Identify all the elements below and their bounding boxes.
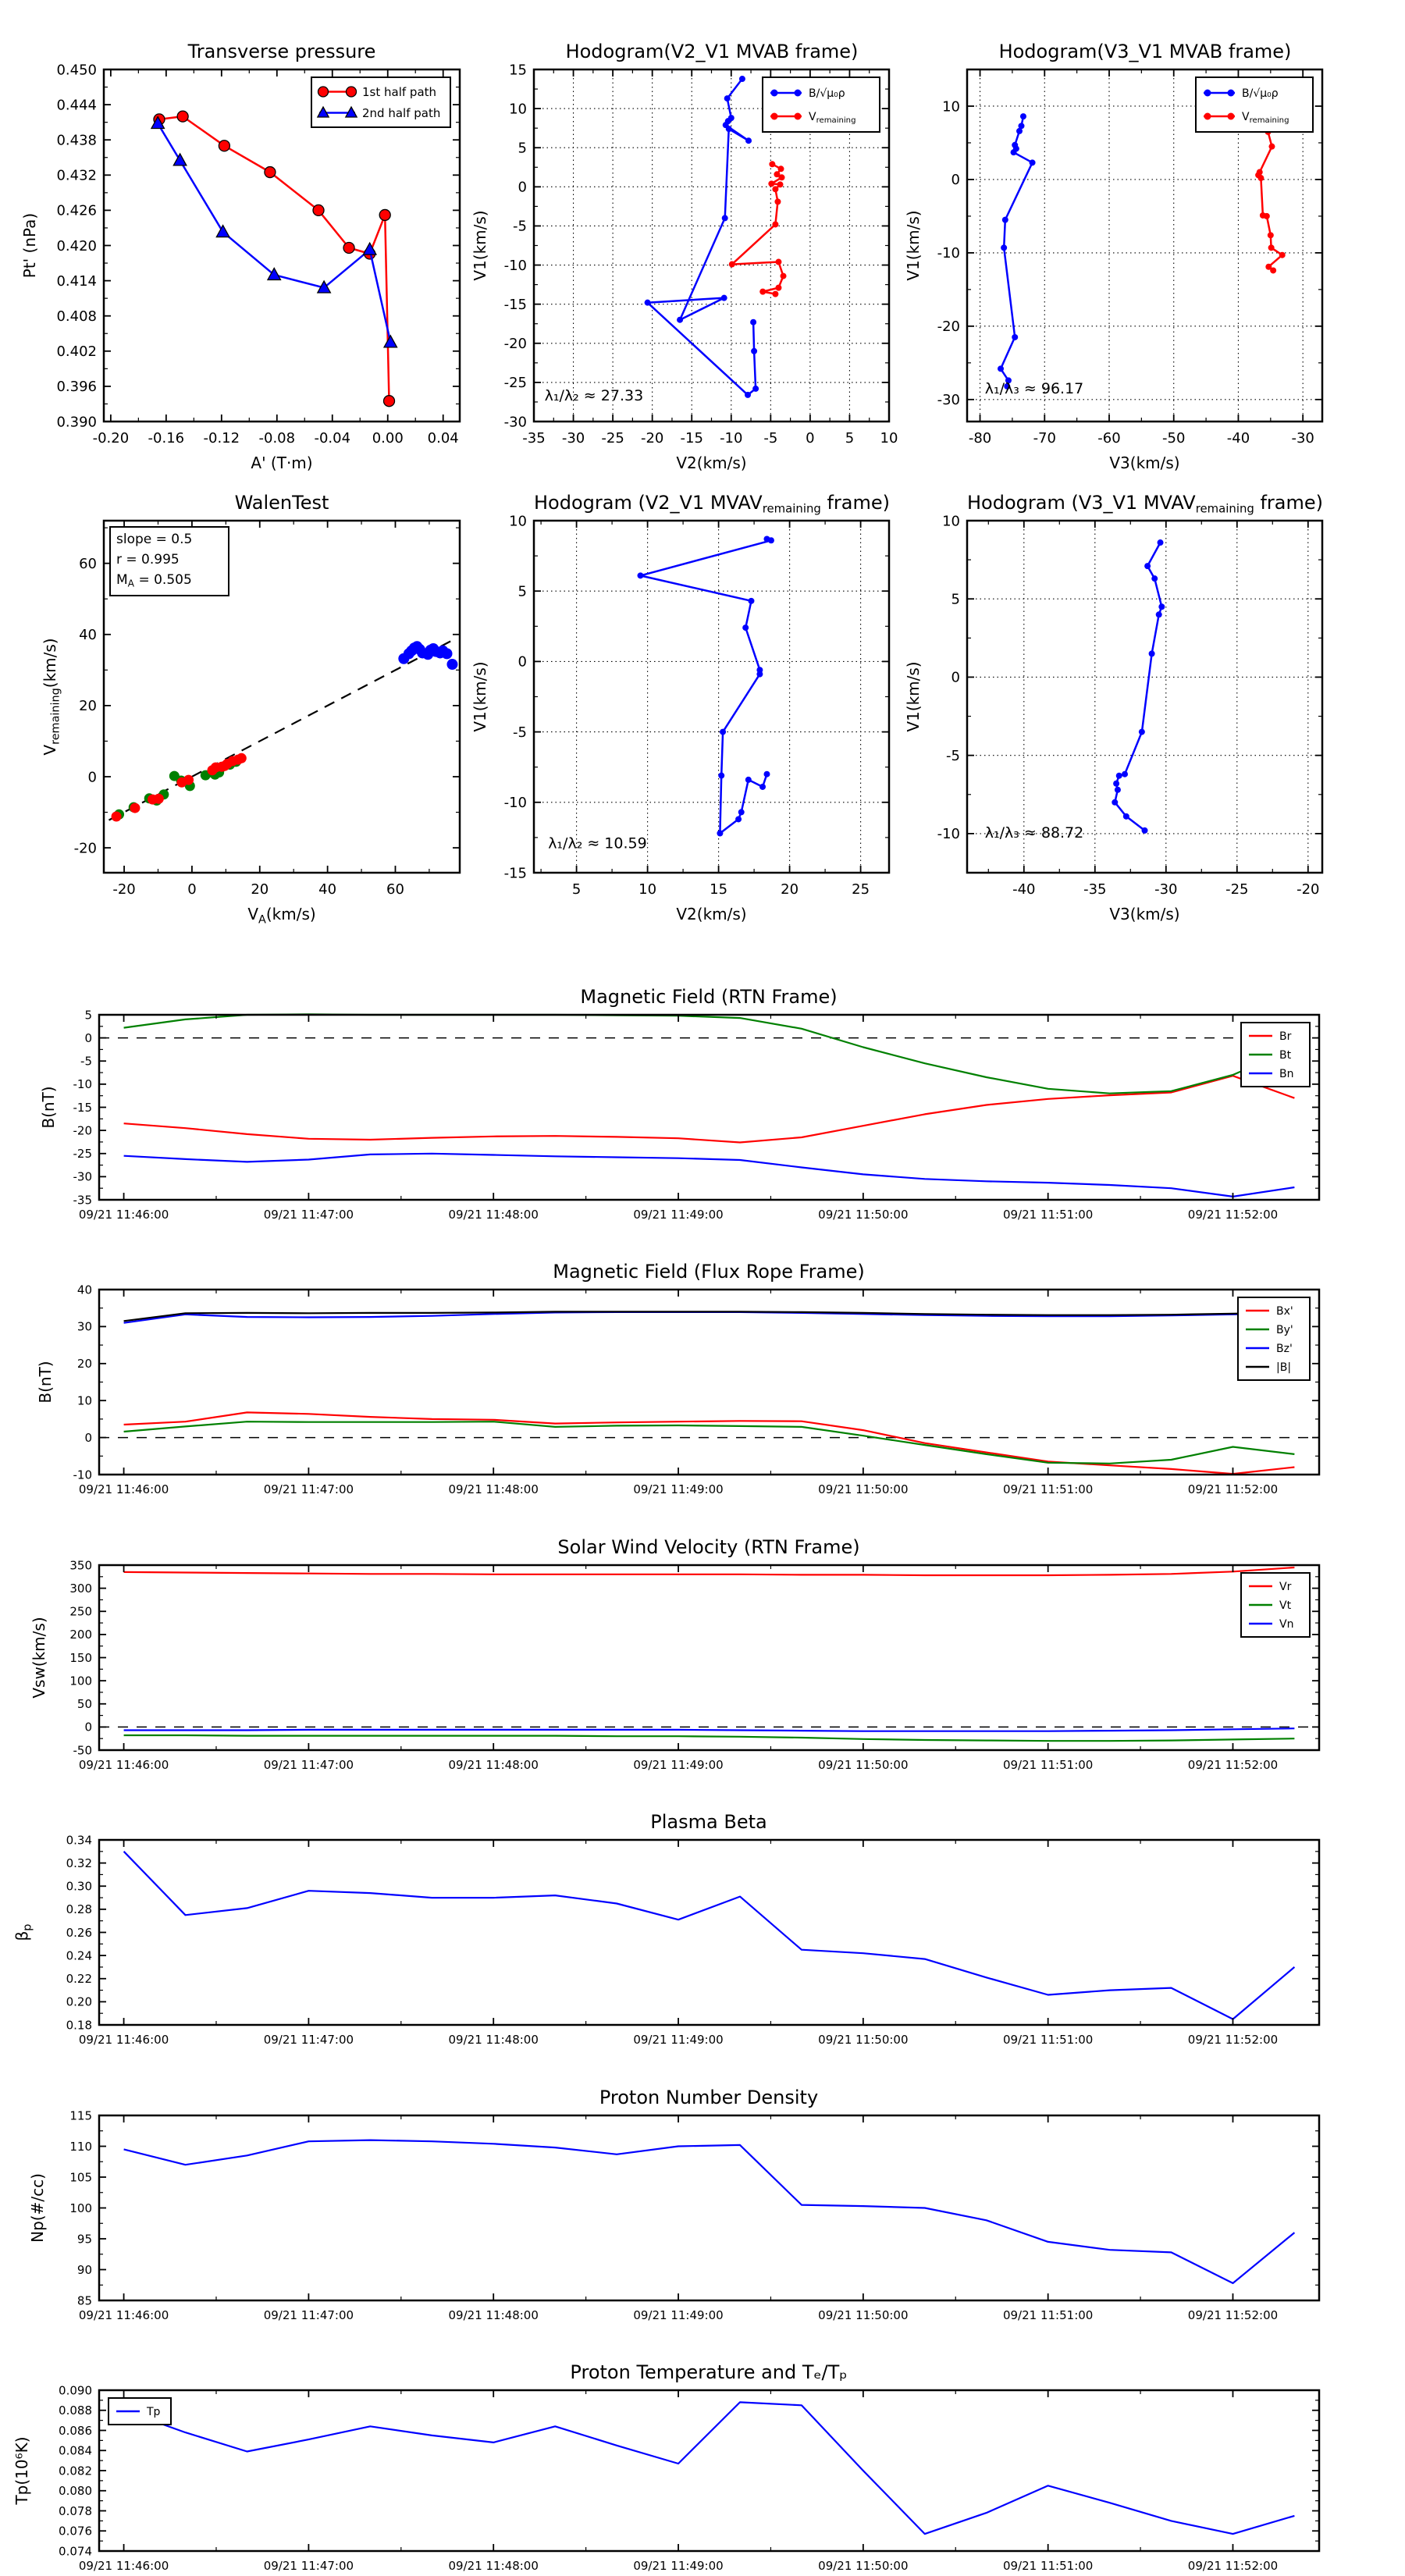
svg-text:0.396: 0.396 bbox=[56, 379, 97, 396]
svg-text:09/21 11:50:00: 09/21 11:50:00 bbox=[818, 2308, 909, 2322]
svg-text:5: 5 bbox=[845, 430, 855, 447]
svg-text:09/21 11:47:00: 09/21 11:47:00 bbox=[263, 2559, 354, 2573]
plot-hodogram-v3v1-mvav bbox=[904, 513, 1322, 923]
plot-ts-beta bbox=[12, 1833, 1319, 2047]
title-transverse-pressure bbox=[188, 41, 376, 62]
svg-text:85: 85 bbox=[76, 2293, 92, 2308]
svg-text:09/21 11:48:00: 09/21 11:48:00 bbox=[448, 2033, 539, 2047]
svg-text:0.28: 0.28 bbox=[66, 1902, 92, 1917]
svg-text:10: 10 bbox=[638, 881, 657, 898]
title-text: Magnetic Field (RTN Frame) bbox=[580, 986, 838, 1008]
svg-text:105: 105 bbox=[69, 2170, 92, 2185]
svg-text:09/21 11:46:00: 09/21 11:46:00 bbox=[78, 2033, 169, 2047]
title-text: WalenTest bbox=[234, 492, 329, 514]
svg-text:-25: -25 bbox=[1225, 881, 1249, 898]
svg-text:0: 0 bbox=[806, 430, 815, 447]
svg-text:-0.08: -0.08 bbox=[258, 430, 296, 447]
svg-text:-20: -20 bbox=[503, 336, 527, 353]
svg-text:300: 300 bbox=[69, 1581, 92, 1596]
axes-frame bbox=[99, 2115, 1319, 2300]
svg-text:Tp: Tp bbox=[147, 2405, 161, 2418]
svg-text:20: 20 bbox=[79, 698, 97, 715]
svg-text:09/21 11:51:00: 09/21 11:51:00 bbox=[1002, 2308, 1094, 2322]
plot-ts-tp bbox=[12, 2383, 1319, 2573]
svg-text:40: 40 bbox=[79, 627, 97, 644]
series-B/sqrt(mu0 rho) bbox=[1001, 116, 1033, 386]
svg-text:-20: -20 bbox=[937, 318, 960, 336]
svg-text:09/21 11:47:00: 09/21 11:47:00 bbox=[263, 1758, 354, 1772]
svg-text:0.30: 0.30 bbox=[66, 1879, 92, 1894]
svg-text:V3(km/s): V3(km/s) bbox=[1109, 454, 1180, 472]
svg-text:VA(km/s): $V_A(km/s)$ bbox=[247, 905, 316, 927]
svg-text:-70: -70 bbox=[1033, 430, 1056, 447]
svg-text:09/21 11:47:00: 09/21 11:47:00 bbox=[263, 1482, 354, 1496]
series-Br bbox=[124, 1076, 1295, 1142]
svg-text:βp: $\beta_p$ bbox=[12, 1923, 34, 1941]
title-ts-np bbox=[599, 2087, 818, 2108]
axes-frame bbox=[99, 1840, 1319, 2025]
svg-text:-5: -5 bbox=[513, 218, 527, 235]
series-Vn bbox=[124, 1728, 1295, 1731]
svg-text:-30: -30 bbox=[1154, 881, 1178, 898]
svg-text:-10: -10 bbox=[937, 245, 960, 262]
svg-text:0: 0 bbox=[84, 1030, 92, 1045]
svg-text:-35: -35 bbox=[522, 430, 546, 447]
svg-text:0.04: 0.04 bbox=[427, 430, 459, 447]
svg-text:1st half path: 1st half path bbox=[362, 84, 437, 99]
svg-text:115: 115 bbox=[69, 2108, 92, 2123]
title-hodogram-v3v1-mvab bbox=[999, 41, 1292, 62]
svg-text:-20: -20 bbox=[112, 881, 136, 898]
svg-text:15: 15 bbox=[509, 62, 527, 79]
svg-text:0.26: 0.26 bbox=[66, 1925, 92, 1940]
series-V remaining hodogram bbox=[641, 539, 771, 834]
svg-text:0.082: 0.082 bbox=[59, 2464, 92, 2478]
svg-text:λ₁/λ₃ ≈ 96.17: λ₁/λ₃ ≈ 96.17 bbox=[984, 379, 1084, 397]
svg-text:V1(km/s): V1(km/s) bbox=[904, 210, 923, 281]
svg-text:5: 5 bbox=[84, 1008, 92, 1023]
svg-text:Vremaining: $V_{remaining}$ bbox=[809, 110, 856, 125]
svg-text:Br: Br bbox=[1279, 1030, 1292, 1043]
svg-text:Pt' (nPa): Pt' (nPa) bbox=[20, 212, 39, 279]
title-ts-beta bbox=[650, 1811, 767, 1833]
svg-text:-40: -40 bbox=[1012, 881, 1036, 898]
svg-text:10: 10 bbox=[942, 513, 960, 530]
svg-text:0.34: 0.34 bbox=[66, 1833, 92, 1848]
svg-text:95: 95 bbox=[76, 2232, 92, 2247]
axes-frame bbox=[99, 1565, 1319, 1750]
svg-text:5: 5 bbox=[571, 881, 582, 898]
svg-text:0.080: 0.080 bbox=[59, 2484, 92, 2498]
svg-text:-25: -25 bbox=[503, 375, 527, 392]
svg-text:-15: -15 bbox=[680, 430, 703, 447]
series-V remaining bbox=[732, 164, 784, 294]
svg-text:09/21 11:48:00: 09/21 11:48:00 bbox=[448, 1482, 539, 1496]
svg-text:-5: -5 bbox=[513, 724, 527, 741]
axes-frame bbox=[967, 521, 1322, 873]
svg-text:0: 0 bbox=[518, 653, 527, 671]
svg-text:-50: -50 bbox=[73, 1743, 92, 1758]
svg-text:λ₁/λ₃ ≈ 88.72: λ₁/λ₃ ≈ 88.72 bbox=[984, 824, 1084, 841]
title-hodogram-v2v1-mvab bbox=[566, 41, 859, 62]
svg-text:-20: -20 bbox=[73, 840, 97, 857]
title-subscript: remaining bbox=[762, 501, 821, 516]
svg-text:-50: -50 bbox=[1162, 430, 1186, 447]
title-hodogram-v2v1-mvav bbox=[534, 492, 890, 515]
svg-text:0.24: 0.24 bbox=[66, 1948, 92, 1963]
title-text: Hodogram(V2_V1 MVAB frame) bbox=[565, 41, 859, 62]
svg-text:09/21 11:48:00: 09/21 11:48:00 bbox=[448, 1208, 539, 1222]
title-text: Magnetic Field (Flux Rope Frame) bbox=[553, 1261, 865, 1283]
svg-text:λ₁/λ₂ ≈ 27.33: λ₁/λ₂ ≈ 27.33 bbox=[544, 386, 644, 404]
svg-text:09/21 11:47:00: 09/21 11:47:00 bbox=[263, 2308, 354, 2322]
svg-text:09/21 11:52:00: 09/21 11:52:00 bbox=[1187, 2559, 1279, 2573]
svg-text:10: 10 bbox=[880, 430, 898, 447]
svg-text:Np(#/cc): Np(#/cc) bbox=[28, 2173, 47, 2243]
svg-text:-25: -25 bbox=[73, 1147, 92, 1161]
svg-text:09/21 11:49:00: 09/21 11:49:00 bbox=[633, 2559, 724, 2573]
svg-text:60: 60 bbox=[386, 881, 404, 898]
svg-text:09/21 11:49:00: 09/21 11:49:00 bbox=[633, 1482, 724, 1496]
svg-text:slope = 0.5: slope = 0.5 bbox=[116, 532, 193, 547]
svg-text:-25: -25 bbox=[601, 430, 624, 447]
svg-text:09/21 11:48:00: 09/21 11:48:00 bbox=[448, 2559, 539, 2573]
svg-text:-0.16: -0.16 bbox=[148, 430, 185, 447]
svg-text:0: 0 bbox=[84, 1720, 92, 1735]
title-subscript: remaining bbox=[1195, 501, 1254, 516]
svg-text:09/21 11:51:00: 09/21 11:51:00 bbox=[1002, 1758, 1094, 1772]
svg-text:0: 0 bbox=[518, 179, 527, 196]
svg-text:2nd half path: 2nd half path bbox=[362, 105, 441, 120]
title-text: Solar Wind Velocity (RTN Frame) bbox=[557, 1536, 860, 1558]
svg-text:Vt: Vt bbox=[1279, 1599, 1292, 1612]
svg-text:r = 0.995: r = 0.995 bbox=[116, 552, 180, 568]
svg-text:350: 350 bbox=[69, 1558, 92, 1573]
series-2nd half path bbox=[158, 123, 390, 342]
svg-text:0.444: 0.444 bbox=[56, 97, 97, 114]
svg-text:Tp(10⁶K): Tp(10⁶K) bbox=[12, 2436, 31, 2505]
svg-text:40: 40 bbox=[76, 1283, 92, 1297]
axes-frame bbox=[534, 521, 889, 873]
svg-text:09/21 11:51:00: 09/21 11:51:00 bbox=[1002, 2033, 1094, 2047]
svg-text:0.076: 0.076 bbox=[59, 2524, 92, 2539]
svg-text:09/21 11:46:00: 09/21 11:46:00 bbox=[78, 1208, 169, 1222]
series-Np bbox=[124, 2140, 1295, 2283]
svg-text:-10: -10 bbox=[73, 1468, 92, 1482]
series-beta_p bbox=[124, 1852, 1295, 2019]
svg-text:Vsw(km/s): Vsw(km/s) bbox=[30, 1617, 48, 1699]
svg-text:V3(km/s): V3(km/s) bbox=[1109, 905, 1180, 923]
svg-text:20: 20 bbox=[251, 881, 269, 898]
svg-text:-30: -30 bbox=[503, 414, 527, 431]
svg-text:-20: -20 bbox=[640, 430, 664, 447]
svg-text:09/21 11:50:00: 09/21 11:50:00 bbox=[818, 2559, 909, 2573]
svg-text:|B|: |B| bbox=[1276, 1361, 1292, 1374]
plot-ts-np bbox=[28, 2108, 1319, 2322]
svg-text:0.18: 0.18 bbox=[66, 2018, 92, 2033]
svg-text:50: 50 bbox=[76, 1697, 92, 1711]
svg-text:0.088: 0.088 bbox=[59, 2403, 92, 2418]
svg-text:10: 10 bbox=[509, 513, 527, 530]
svg-text:09/21 11:49:00: 09/21 11:49:00 bbox=[633, 2308, 724, 2322]
svg-text:0.438: 0.438 bbox=[56, 132, 97, 149]
svg-text:90: 90 bbox=[76, 2262, 92, 2277]
svg-text:-15: -15 bbox=[73, 1100, 92, 1115]
svg-text:0.074: 0.074 bbox=[59, 2544, 92, 2559]
svg-text:-15: -15 bbox=[503, 296, 527, 313]
svg-text:-30: -30 bbox=[937, 392, 960, 409]
svg-text:09/21 11:51:00: 09/21 11:51:00 bbox=[1002, 1208, 1094, 1222]
title-text: Hodogram (V2_V1 MVAV bbox=[533, 492, 763, 514]
svg-text:09/21 11:46:00: 09/21 11:46:00 bbox=[78, 1482, 169, 1496]
svg-text:V2(km/s): V2(km/s) bbox=[676, 905, 747, 923]
axes-frame bbox=[99, 2390, 1319, 2551]
svg-text:By': By' bbox=[1276, 1323, 1293, 1336]
svg-text:20: 20 bbox=[781, 881, 799, 898]
svg-text:B/√μ₀ρ: B/√μ₀ρ bbox=[1242, 87, 1279, 100]
plot-walen-test bbox=[41, 521, 460, 926]
svg-text:-20: -20 bbox=[1297, 881, 1320, 898]
svg-text:B(nT): B(nT) bbox=[36, 1361, 55, 1404]
series-Bn bbox=[124, 1154, 1295, 1197]
svg-text:40: 40 bbox=[318, 881, 337, 898]
axes-frame bbox=[99, 1015, 1319, 1200]
svg-text:0.408: 0.408 bbox=[56, 308, 97, 325]
series-B/sqrt(mu0 rho) bbox=[648, 79, 756, 395]
svg-text:B(nT): B(nT) bbox=[39, 1086, 58, 1129]
series-V remaining hodogram bbox=[1115, 543, 1161, 831]
title-text: Plasma Beta bbox=[650, 1811, 767, 1833]
series-By' bbox=[124, 1421, 1295, 1464]
svg-text:V1(km/s): V1(km/s) bbox=[904, 661, 923, 732]
svg-text:09/21 11:46:00: 09/21 11:46:00 bbox=[78, 2308, 169, 2322]
plot-ts-b-fluxrope bbox=[36, 1283, 1319, 1496]
svg-text:Vn: Vn bbox=[1279, 1617, 1294, 1631]
svg-text:150: 150 bbox=[69, 1650, 92, 1665]
svg-text:09/21 11:52:00: 09/21 11:52:00 bbox=[1187, 2033, 1279, 2047]
svg-text:250: 250 bbox=[69, 1604, 92, 1619]
svg-text:0.390: 0.390 bbox=[56, 414, 97, 431]
svg-text:09/21 11:47:00: 09/21 11:47:00 bbox=[263, 1208, 354, 1222]
svg-text:Bx': Bx' bbox=[1276, 1304, 1293, 1318]
title-text: Proton Number Density bbox=[599, 2087, 819, 2108]
svg-text:-40: -40 bbox=[1226, 430, 1250, 447]
svg-text:0: 0 bbox=[951, 172, 960, 189]
svg-text:-20: -20 bbox=[73, 1123, 92, 1138]
svg-text:B/√μ₀ρ: B/√μ₀ρ bbox=[809, 87, 845, 100]
title-text: frame) bbox=[820, 492, 891, 514]
plot-hodogram-v2v1-mvab bbox=[471, 62, 898, 472]
svg-text:100: 100 bbox=[69, 2201, 92, 2215]
svg-text:V1(km/s): V1(km/s) bbox=[471, 210, 489, 281]
plot-transverse-pressure bbox=[20, 62, 460, 472]
svg-text:0.00: 0.00 bbox=[372, 430, 404, 447]
svg-text:-10: -10 bbox=[503, 257, 527, 274]
svg-text:Vremaining(km/s): $V_{remaining}(km/s)$ bbox=[41, 638, 62, 756]
series-Bt bbox=[124, 1014, 1295, 1093]
title-text: Hodogram(V3_V1 MVAB frame) bbox=[998, 41, 1292, 62]
svg-text:0.414: 0.414 bbox=[56, 272, 97, 290]
svg-text:-5: -5 bbox=[80, 1054, 92, 1069]
svg-text:0.086: 0.086 bbox=[59, 2423, 92, 2438]
title-text: Proton Temperature and Tₑ/Tₚ bbox=[570, 2361, 848, 2383]
svg-text:0: 0 bbox=[187, 881, 197, 898]
svg-text:0.402: 0.402 bbox=[56, 343, 97, 361]
svg-text:A' (T·m): A' (T·m) bbox=[251, 454, 313, 472]
svg-text:0.420: 0.420 bbox=[56, 237, 97, 254]
svg-text:200: 200 bbox=[69, 1628, 92, 1642]
title-text: Hodogram (V3_V1 MVAV bbox=[966, 492, 1196, 514]
svg-text:0.22: 0.22 bbox=[66, 1972, 92, 1986]
svg-text:-35: -35 bbox=[1083, 881, 1107, 898]
title-hodogram-v3v1-mvav bbox=[967, 492, 1323, 515]
title-ts-tp bbox=[570, 2361, 847, 2383]
svg-text:V2(km/s): V2(km/s) bbox=[676, 454, 747, 472]
svg-text:0.090: 0.090 bbox=[59, 2383, 92, 2398]
svg-text:-60: -60 bbox=[1097, 430, 1121, 447]
svg-text:09/21 11:50:00: 09/21 11:50:00 bbox=[818, 1208, 909, 1222]
title-walen-test bbox=[235, 492, 329, 514]
svg-text:0.32: 0.32 bbox=[66, 1856, 92, 1870]
svg-text:09/21 11:50:00: 09/21 11:50:00 bbox=[818, 1482, 909, 1496]
svg-text:09/21 11:50:00: 09/21 11:50:00 bbox=[818, 2033, 909, 2047]
svg-text:-0.04: -0.04 bbox=[314, 430, 351, 447]
title-text: frame) bbox=[1254, 492, 1324, 514]
svg-text:09/21 11:46:00: 09/21 11:46:00 bbox=[78, 2559, 169, 2573]
svg-text:-30: -30 bbox=[1291, 430, 1314, 447]
svg-text:09/21 11:46:00: 09/21 11:46:00 bbox=[78, 1758, 169, 1772]
svg-text:09/21 11:52:00: 09/21 11:52:00 bbox=[1187, 1758, 1279, 1772]
svg-text:0.078: 0.078 bbox=[59, 2503, 92, 2518]
title-ts-b-fluxrope bbox=[553, 1261, 864, 1283]
svg-text:30: 30 bbox=[76, 1319, 92, 1334]
svg-text:MA = 0.505: $M_A = 0.505$ bbox=[116, 572, 192, 589]
svg-text:V1(km/s): V1(km/s) bbox=[471, 661, 489, 732]
svg-text:Bn: Bn bbox=[1279, 1067, 1294, 1080]
title-text: Transverse pressure bbox=[187, 41, 376, 62]
svg-text:5: 5 bbox=[951, 591, 960, 608]
svg-text:0: 0 bbox=[84, 1430, 92, 1445]
svg-text:Vr: Vr bbox=[1279, 1580, 1292, 1593]
svg-text:-35: -35 bbox=[73, 1193, 92, 1208]
plot-hodogram-v3v1-mvab bbox=[904, 69, 1322, 472]
svg-text:-0.12: -0.12 bbox=[203, 430, 240, 447]
title-ts-vsw bbox=[557, 1536, 859, 1558]
plot-ts-vsw bbox=[30, 1558, 1319, 1772]
svg-text:-0.20: -0.20 bbox=[92, 430, 130, 447]
series-Vt bbox=[124, 1735, 1295, 1741]
svg-text:5: 5 bbox=[518, 583, 527, 600]
series-Tp bbox=[124, 2402, 1295, 2534]
svg-text:-10: -10 bbox=[937, 826, 960, 843]
svg-text:09/21 11:49:00: 09/21 11:49:00 bbox=[633, 1208, 724, 1222]
svg-text:5: 5 bbox=[518, 140, 527, 157]
svg-text:110: 110 bbox=[69, 2139, 92, 2154]
svg-text:λ₁/λ₂ ≈ 10.59: λ₁/λ₂ ≈ 10.59 bbox=[548, 834, 647, 852]
svg-text:09/21 11:49:00: 09/21 11:49:00 bbox=[633, 2033, 724, 2047]
svg-text:-10: -10 bbox=[503, 795, 527, 812]
svg-text:0.20: 0.20 bbox=[66, 1994, 92, 2009]
svg-text:0: 0 bbox=[87, 769, 97, 786]
svg-text:Bz': Bz' bbox=[1276, 1342, 1293, 1355]
svg-text:09/21 11:48:00: 09/21 11:48:00 bbox=[448, 1758, 539, 1772]
svg-text:60: 60 bbox=[79, 555, 97, 572]
svg-text:09/21 11:47:00: 09/21 11:47:00 bbox=[263, 2033, 354, 2047]
svg-text:09/21 11:50:00: 09/21 11:50:00 bbox=[818, 1758, 909, 1772]
svg-text:10: 10 bbox=[76, 1393, 92, 1408]
svg-text:-80: -80 bbox=[968, 430, 992, 447]
svg-text:09/21 11:52:00: 09/21 11:52:00 bbox=[1187, 2308, 1279, 2322]
series-1st half path bbox=[159, 116, 389, 401]
svg-text:09/21 11:52:00: 09/21 11:52:00 bbox=[1187, 1208, 1279, 1222]
svg-text:0.084: 0.084 bbox=[59, 2443, 92, 2458]
svg-text:-10: -10 bbox=[720, 430, 743, 447]
svg-text:-5: -5 bbox=[763, 430, 778, 447]
svg-text:09/21 11:48:00: 09/21 11:48:00 bbox=[448, 2308, 539, 2322]
svg-text:25: 25 bbox=[852, 881, 870, 898]
svg-text:0.450: 0.450 bbox=[56, 62, 97, 79]
svg-text:-15: -15 bbox=[503, 865, 527, 882]
svg-text:0.426: 0.426 bbox=[56, 202, 97, 219]
svg-text:09/21 11:51:00: 09/21 11:51:00 bbox=[1002, 1482, 1094, 1496]
svg-text:100: 100 bbox=[69, 1674, 92, 1688]
svg-text:20: 20 bbox=[76, 1357, 92, 1372]
svg-text:-30: -30 bbox=[73, 1169, 92, 1184]
svg-text:Vremaining: $V_{remaining}$ bbox=[1242, 110, 1289, 125]
title-ts-b-rtn bbox=[580, 986, 837, 1008]
svg-text:09/21 11:52:00: 09/21 11:52:00 bbox=[1187, 1482, 1279, 1496]
series-Vr bbox=[124, 1567, 1295, 1575]
svg-text:Bt: Bt bbox=[1279, 1048, 1292, 1062]
svg-text:10: 10 bbox=[942, 98, 960, 116]
svg-text:-30: -30 bbox=[561, 430, 585, 447]
svg-text:-5: -5 bbox=[946, 747, 960, 764]
plot-hodogram-v2v1-mvav bbox=[471, 513, 889, 923]
svg-text:0.432: 0.432 bbox=[56, 167, 97, 184]
plot-ts-b-rtn bbox=[39, 1008, 1319, 1222]
svg-text:0: 0 bbox=[951, 669, 960, 686]
svg-text:09/21 11:51:00: 09/21 11:51:00 bbox=[1002, 2559, 1094, 2573]
svg-text:15: 15 bbox=[710, 881, 728, 898]
svg-text:09/21 11:49:00: 09/21 11:49:00 bbox=[633, 1758, 724, 1772]
svg-text:-10: -10 bbox=[73, 1077, 92, 1092]
svg-text:10: 10 bbox=[509, 101, 527, 118]
